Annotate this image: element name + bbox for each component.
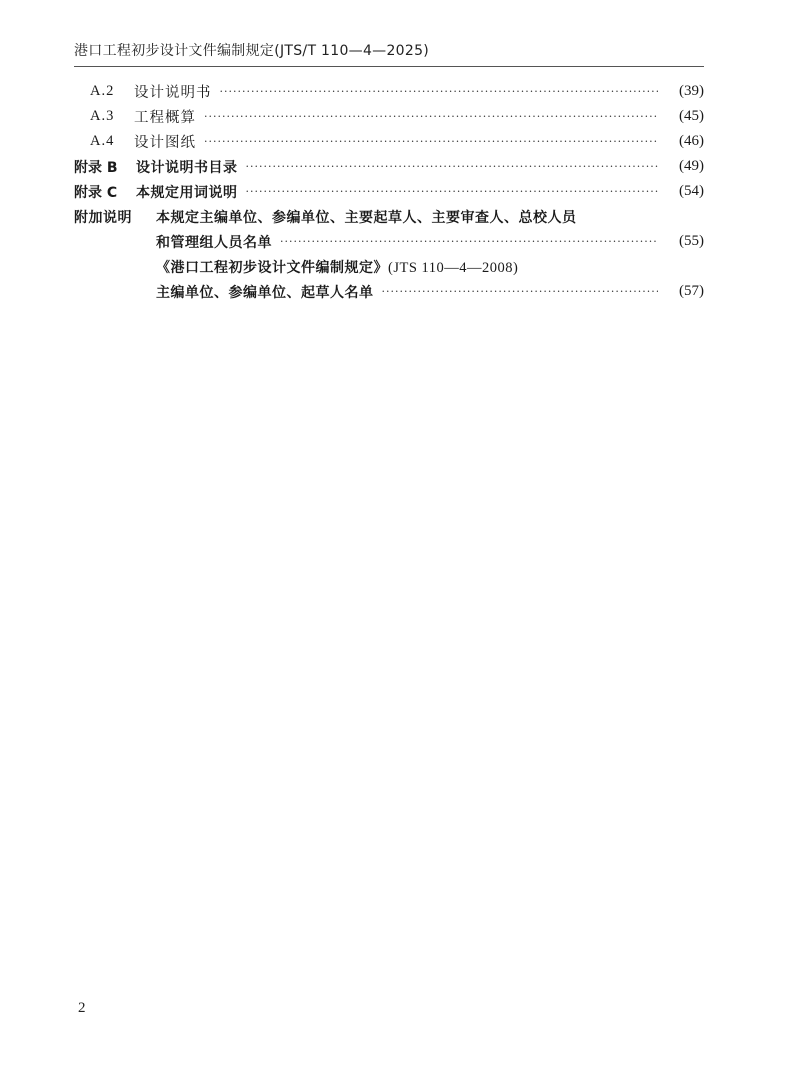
- toc-entry-title: 和管理组人员名单: [156, 234, 272, 251]
- toc-entry-page: (39): [679, 83, 704, 99]
- toc-entry-title: 本规定用词说明: [136, 184, 238, 201]
- toc-entry-page: (55): [679, 233, 704, 249]
- toc-entry-additional-notes[interactable]: [74, 204, 704, 229]
- toc-entry-title: 设计图纸: [134, 135, 196, 151]
- page-number: 2: [78, 1000, 86, 1016]
- toc-entry-title: 设计说明书: [134, 85, 212, 101]
- dot-leader: [382, 279, 659, 304]
- dot-leader: [246, 154, 659, 179]
- toc-entry-a4[interactable]: [74, 129, 704, 154]
- toc-entry-number: 附录 C: [74, 184, 118, 201]
- dot-leader: [204, 104, 658, 129]
- previous-edition-code: (JTS 110—4—2008): [388, 259, 519, 276]
- toc-entry-page: (49): [679, 158, 704, 174]
- toc-entry-title: 本规定主编单位、参编单位、主要起草人、主要审查人、总校人员: [156, 209, 577, 226]
- toc-entry-title: 主编单位、参编单位、起草人名单: [156, 284, 374, 301]
- running-header: 港口工程初步设计文件编制规定(JTS/T 110—4—2025): [74, 43, 430, 59]
- toc-entry-title: 工程概算: [134, 110, 196, 126]
- toc-entry-previous-edition[interactable]: [74, 254, 704, 279]
- toc-entry-a3[interactable]: [74, 104, 704, 129]
- toc-entry-a2[interactable]: [74, 79, 704, 104]
- toc-entry-title: [156, 257, 518, 277]
- toc-entry-page: (45): [679, 108, 704, 124]
- header-rule: [74, 66, 704, 67]
- toc-entry-number: 附录 B: [74, 159, 118, 176]
- toc-entry-number: A.2: [90, 83, 115, 99]
- toc-entry-title: 设计说明书目录: [136, 159, 238, 176]
- toc-entry-appendix-c[interactable]: [74, 179, 704, 204]
- dot-leader: [246, 179, 659, 204]
- dot-leader: [220, 79, 659, 104]
- toc-entry-number: 附加说明: [74, 209, 132, 226]
- toc-entry-page: (54): [679, 183, 704, 199]
- toc-entry-page: (57): [679, 283, 704, 299]
- toc-entry-page: (46): [679, 133, 704, 149]
- toc-entry-appendix-b[interactable]: [74, 154, 704, 179]
- previous-edition-title: 《港口工程初步设计文件编制规定》: [156, 259, 388, 276]
- dot-leader: [204, 129, 658, 154]
- toc-entry-number: A.3: [90, 108, 115, 124]
- toc-entry-previous-edition-drafters[interactable]: [74, 279, 704, 304]
- table-of-contents: [74, 79, 704, 304]
- dot-leader: [280, 229, 658, 254]
- toc-entry-number: A.4: [90, 133, 115, 149]
- toc-entry-additional-notes-cont[interactable]: [74, 229, 704, 254]
